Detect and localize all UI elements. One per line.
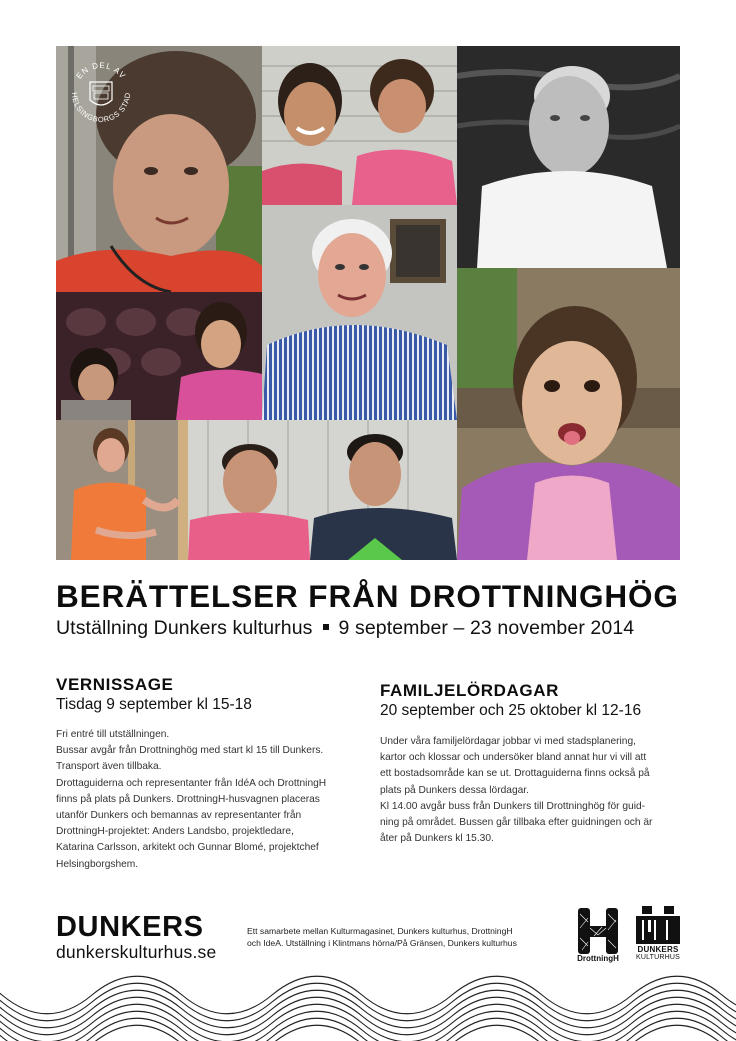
photo-girl-tongue-out — [457, 268, 680, 560]
collaboration-note — [247, 926, 517, 949]
drottningh-logo-label: DrottningH — [577, 954, 619, 963]
photo-two-girls-sofa — [56, 292, 262, 420]
dunkers-logo-label-1: DUNKERS — [637, 945, 679, 954]
body-line: ett bostadsområde kan se ut. Drottaguiderna finns också på — [380, 768, 650, 780]
vernissage-section — [56, 675, 366, 873]
brand-url-link[interactable]: dunkerskulturhus.se — [56, 942, 217, 962]
subtitle-venue: Utställning Dunkers kulturhus — [56, 617, 313, 639]
body-line: utanför Dunkers och bemannas av representanter från — [56, 810, 302, 822]
svg-text:HELSINGBORGS STAD — [70, 92, 132, 124]
vernissage-when: Tisdag 9 september kl 15-18 — [56, 696, 252, 713]
subtitle-dates: 9 september – 23 november 2014 — [338, 617, 635, 639]
dunkers-logo-label-2: KULTURHUS — [635, 954, 681, 961]
poster-subtitle — [56, 617, 634, 640]
body-line: Kl 14.00 avgår buss från Dunkers till Drottninghög för guid- — [380, 800, 646, 812]
svg-text:EN DEL AV — [74, 61, 127, 81]
familjelordagar-body — [380, 734, 680, 847]
poster-title: BERÄTTELSER FRÅN DROTTNINGHÖG — [56, 578, 679, 614]
body-line: DrottningH-projektet: Anders Landsbo, projektledare, — [56, 826, 294, 838]
dunkers-kulturhus-logo-icon — [634, 906, 682, 946]
body-line: åter på Dunkers kl 15.30. — [380, 833, 494, 845]
dunkers-brand — [56, 912, 216, 962]
vernissage-heading: VERNISSAGE — [56, 675, 174, 694]
body-line: Bussar avgår från Drottninghög med start kl 15 till Dunkers. — [56, 745, 324, 757]
vernissage-body — [56, 727, 366, 873]
seal-bottom-text: HELSINGBORGS STAD — [69, 91, 133, 125]
familjelordagar-heading: FAMILJELÖRDAGAR — [380, 681, 559, 700]
photo-mother-and-child — [262, 46, 457, 205]
body-line: plats på Dunkers dessa lördagar. — [380, 784, 529, 796]
familjelordagar-section — [380, 681, 680, 847]
body-line: ning på området. Bussen går tillbaka efter guidningen och är — [380, 817, 653, 829]
body-line: Drottaguiderna och representanter från IdéA och DrottningH — [56, 777, 327, 789]
helsingborg-seal-logo — [66, 58, 136, 128]
brand-name: DUNKERS — [56, 911, 204, 943]
familjelordagar-when: 20 september och 25 oktober kl 12-16 — [380, 702, 642, 719]
body-line: kartor och klossar och undersöker bland annat hur vi vill att — [380, 752, 647, 764]
photo-two-young-men — [188, 420, 457, 560]
note-line: och IdeA. Utställning i Klintmans hörna/På Gränsen, Dunkers kulturhus — [247, 937, 517, 948]
body-line: finns på plats på Dunkers. DrottningH-husvagnen placeras — [56, 793, 320, 805]
body-line: Under våra familjelördagar jobbar vi med stadsplanering, — [380, 736, 636, 747]
note-line: Ett samarbete mellan Kulturmagasinet, Dunkers kulturhus, DrottningH — [247, 926, 513, 936]
photo-woman-orange-top — [56, 420, 188, 560]
body-line: Transport även tillbaka. — [56, 761, 162, 773]
photo-elderly-man-striped-shirt — [262, 205, 457, 420]
body-line: Katarina Carlsson, arkitekt och Gunnar Blomé, projektchef — [56, 842, 319, 854]
body-line: Fri entré till utställningen. — [56, 729, 170, 740]
seal-top-text: EN DEL AV — [74, 60, 128, 81]
bullet-separator-icon — [323, 624, 329, 630]
photo-collage — [56, 46, 680, 560]
body-line: Helsingborgshem. — [56, 858, 139, 870]
decorative-wave-pattern — [0, 975, 736, 1041]
photo-elderly-man-bw — [457, 46, 680, 268]
